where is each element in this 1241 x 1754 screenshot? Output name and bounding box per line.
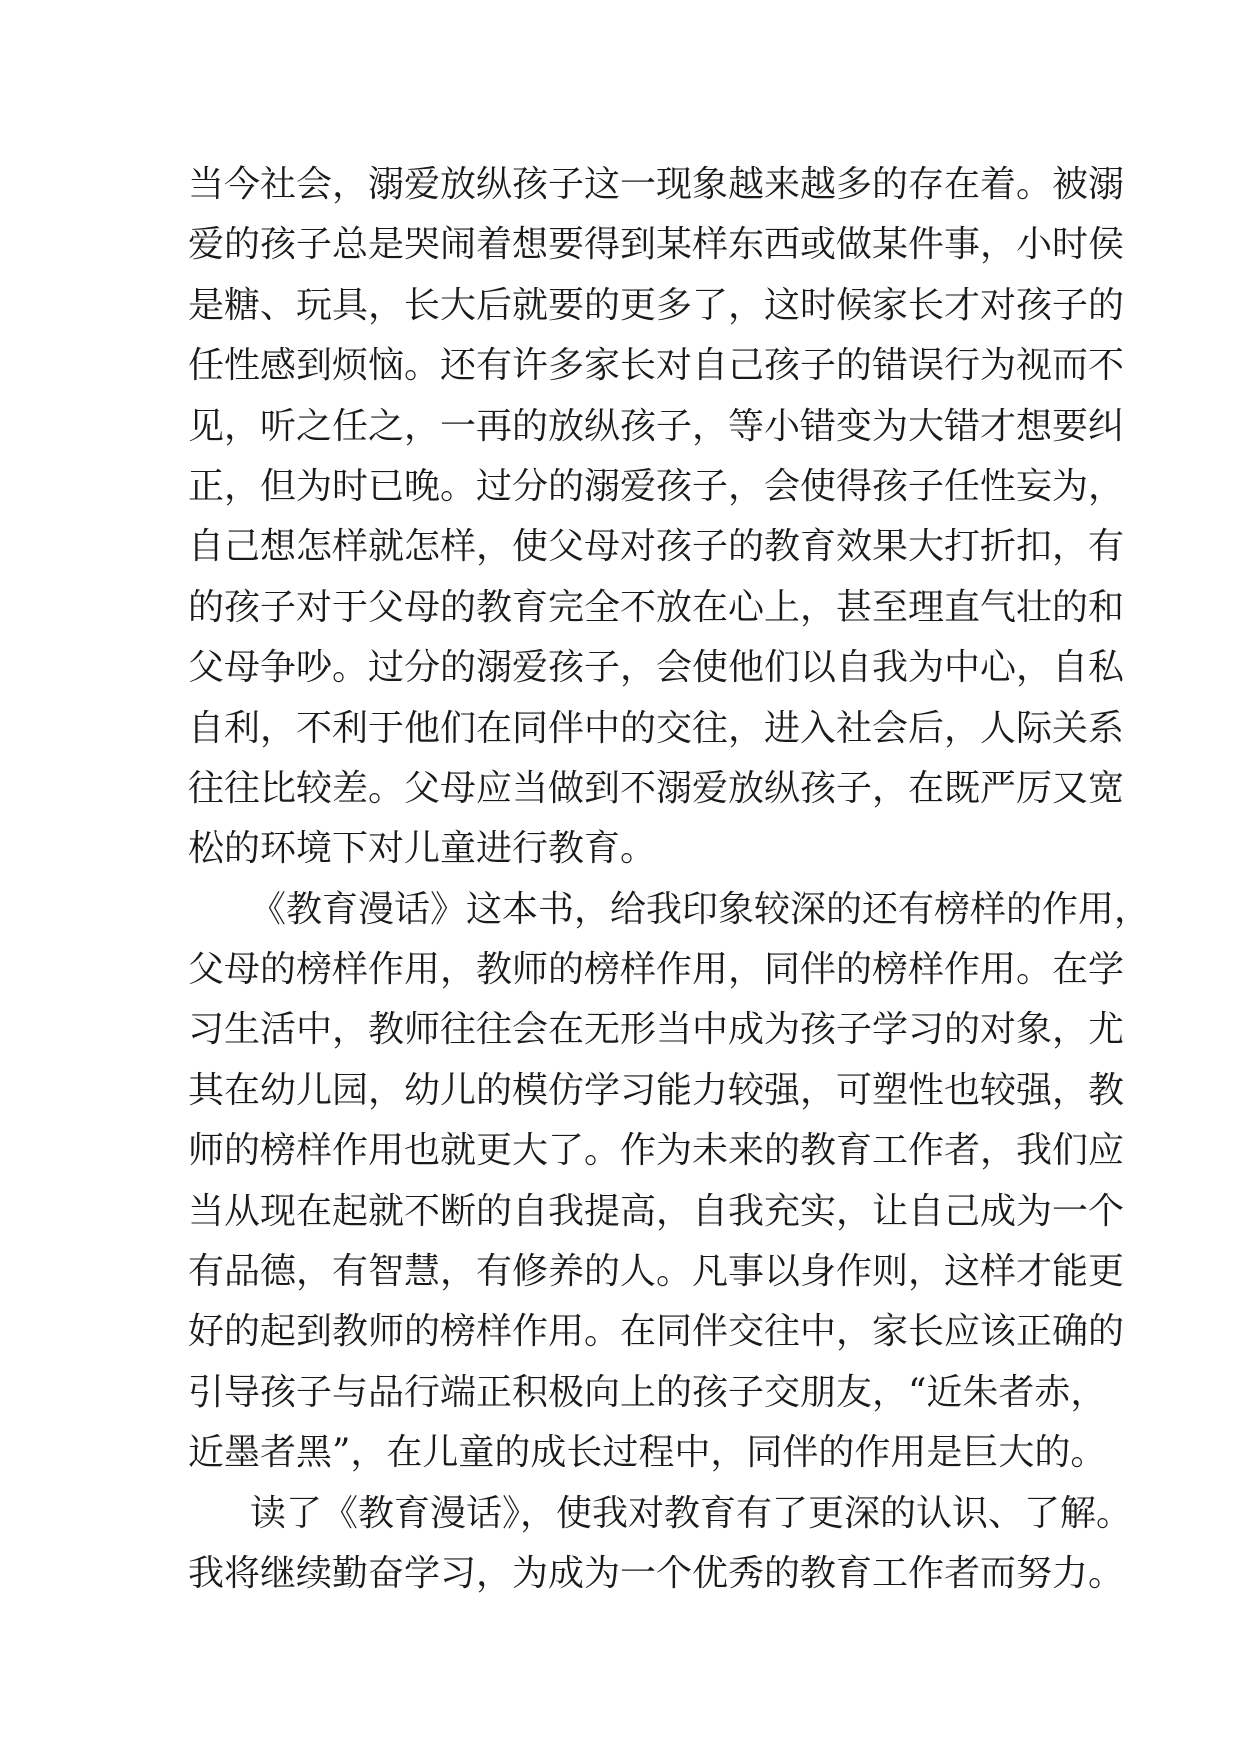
- text-line: 有品德，有智慧，有修养的人。凡事以身作则，这样才能更: [188, 1251, 1125, 1293]
- text-line: 其在幼儿园，幼儿的模仿学习能力较强，可塑性也较强，教: [188, 1069, 1125, 1111]
- text-line: 当从现在起就不断的自我提高，自我充实，让自己成为一个: [188, 1190, 1125, 1232]
- text-line: 正，但为时已晚。过分的溺爱孩子，会使得孩子任性妄为，: [188, 465, 1125, 507]
- text-line: 任性感到烦恼。还有许多家长对自己孩子的错误行为视而不: [188, 345, 1125, 387]
- text-line: 自己想怎样就怎样，使父母对孩子的教育效果大打折扣，有: [188, 526, 1125, 568]
- text-line: 我将继续勤奋学习，为成为一个优秀的教育工作者而努力。: [188, 1552, 1125, 1594]
- document-body: [188, 155, 1151, 1604]
- text-line: 好的起到教师的榜样作用。在同伴交往中，家长应该正确的: [188, 1311, 1125, 1353]
- text-line: 自利，不利于他们在同伴中的交往，进入社会后，人际关系: [188, 707, 1125, 749]
- text-line: 见，听之任之，一再的放纵孩子，等小错变为大错才想要纠: [188, 405, 1125, 447]
- text-line: 师的榜样作用也就更大了。作为未来的教育工作者，我们应: [188, 1130, 1125, 1172]
- text-line: 读了《教育漫话》，使我对教育有了更深的认识、了解。: [250, 1492, 1133, 1534]
- text-line: 爱的孩子总是哭闹着想要得到某样东西或做某件事，小时侯: [188, 224, 1125, 266]
- text-line: 父母争吵。过分的溺爱孩子，会使他们以自我为中心，自私: [188, 647, 1125, 689]
- text-line: 松的环境下对儿童进行教育。: [188, 828, 657, 870]
- text-line: 是糖、玩具，长大后就要的更多了，这时候家长才对孩子的: [188, 284, 1125, 326]
- text-line: 近墨者黑”，在儿童的成长过程中，同伴的作用是巨大的。: [188, 1432, 1107, 1474]
- text-line: 父母的榜样作用，教师的榜样作用，同伴的榜样作用。在学: [188, 949, 1125, 991]
- text-line: 《教育漫话》这本书，给我印象较深的还有榜样的作用，: [250, 888, 1151, 930]
- text-line: 引导孩子与品行端正积极向上的孩子交朋友，“近朱者赤，: [188, 1371, 1107, 1413]
- text-line: 的孩子对于父母的教育完全不放在心上，甚至理直气壮的和: [188, 586, 1125, 628]
- paragraph-2: [188, 880, 1151, 1484]
- text-line: 习生活中，教师往往会在无形当中成为孩子学习的对象，尤: [188, 1009, 1125, 1051]
- text-line: 往往比较差。父母应当做到不溺爱放纵孩子，在既严厉又宽: [188, 767, 1125, 809]
- paragraph-1: [188, 155, 1125, 880]
- paragraph-3: [188, 1484, 1133, 1605]
- text-line: 当今社会，溺爱放纵孩子这一现象越来越多的存在着。被溺: [188, 164, 1125, 205]
